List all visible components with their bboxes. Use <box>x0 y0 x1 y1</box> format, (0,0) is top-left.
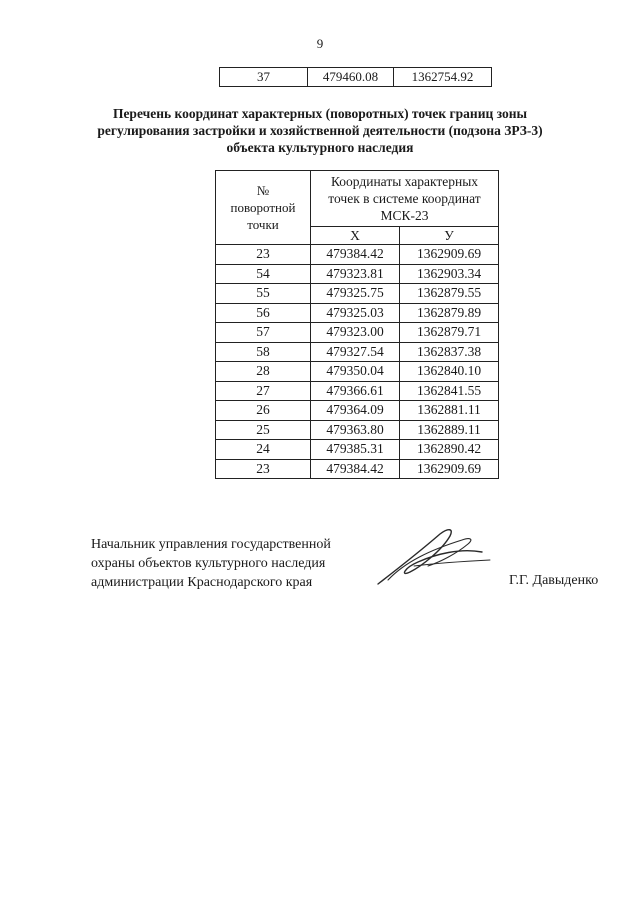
point-number-cell: 37 <box>220 68 308 87</box>
point-number-cell: 55 <box>216 284 311 304</box>
point-number-cell: 26 <box>216 401 311 421</box>
signer-position-line: Начальник управления государственной <box>91 537 331 552</box>
table-row <box>216 284 499 304</box>
x-coordinate-cell: 479350.04 <box>311 362 400 382</box>
table-row <box>216 245 499 265</box>
table-row <box>216 342 499 362</box>
continuation-table <box>219 67 492 87</box>
table-header-row <box>216 171 499 227</box>
document-title <box>0 105 640 156</box>
y-coordinate-cell: 1362879.89 <box>400 303 499 323</box>
point-number-cell: 23 <box>216 245 311 265</box>
signer-position <box>91 535 331 592</box>
point-number-cell: 27 <box>216 381 311 401</box>
coordinates-table <box>215 170 499 479</box>
point-number-cell: 54 <box>216 264 311 284</box>
point-number-cell: 23 <box>216 459 311 479</box>
point-number-cell: 28 <box>216 362 311 382</box>
x-coordinate-cell: 479325.03 <box>311 303 400 323</box>
title-line: регулирования застройки и хозяйственной деятельности (подзона ЗРЗ-3) <box>97 123 543 138</box>
table-row <box>216 362 499 382</box>
table-row <box>220 68 492 87</box>
y-coordinate-cell: 1362879.55 <box>400 284 499 304</box>
table-row <box>216 440 499 460</box>
header-line: точки <box>247 217 279 232</box>
y-coordinate-cell: 1362840.10 <box>400 362 499 382</box>
signer-name: Г.Г. Давыденко <box>509 573 599 588</box>
signer-position-line: администрации Краснодарского края <box>91 575 313 590</box>
title-line: Перечень координат характерных (поворотных) точек границ зоны <box>112 106 528 121</box>
table-row <box>216 401 499 421</box>
header-line: точек в системе координат <box>328 191 481 206</box>
signer-position-line: охраны объектов культурного наследия <box>91 556 326 571</box>
y-coordinate-cell: 1362909.69 <box>400 245 499 265</box>
x-coordinate-cell: 479364.09 <box>311 401 400 421</box>
header-line: МСК-23 <box>380 208 429 223</box>
table-row <box>216 264 499 284</box>
x-coordinate-cell: 479384.42 <box>311 459 400 479</box>
point-number-cell: 24 <box>216 440 311 460</box>
y-coordinate-cell: 1362754.92 <box>394 68 492 87</box>
x-coordinate-cell: 479323.00 <box>311 323 400 343</box>
y-coordinate-cell: 1362881.11 <box>400 401 499 421</box>
point-number-cell: 25 <box>216 420 311 440</box>
table-row <box>216 323 499 343</box>
x-coordinate-cell: 479323.81 <box>311 264 400 284</box>
coordinates-header <box>311 171 499 227</box>
y-coordinate-cell: 1362909.69 <box>400 459 499 479</box>
y-axis-header: У <box>400 227 499 245</box>
table-row <box>216 420 499 440</box>
y-coordinate-cell: 1362879.71 <box>400 323 499 343</box>
table-row <box>216 303 499 323</box>
point-number-cell: 58 <box>216 342 311 362</box>
x-coordinate-cell: 479384.42 <box>311 245 400 265</box>
point-number-header <box>216 171 311 245</box>
header-line: поворотной <box>230 200 296 215</box>
header-line: Координаты характерных <box>330 174 479 189</box>
x-coordinate-cell: 479327.54 <box>311 342 400 362</box>
table-row <box>216 459 499 479</box>
title-line: объекта культурного наследия <box>226 140 414 155</box>
table-row <box>216 381 499 401</box>
x-coordinate-cell: 479460.08 <box>308 68 394 87</box>
page-number: 9 <box>316 36 324 51</box>
handwritten-signature <box>370 522 495 592</box>
y-coordinate-cell: 1362841.55 <box>400 381 499 401</box>
header-line: № <box>256 183 270 198</box>
y-coordinate-cell: 1362903.34 <box>400 264 499 284</box>
x-coordinate-cell: 479366.61 <box>311 381 400 401</box>
x-axis-header: Х <box>311 227 400 245</box>
x-coordinate-cell: 479385.31 <box>311 440 400 460</box>
x-coordinate-cell: 479325.75 <box>311 284 400 304</box>
point-number-cell: 57 <box>216 323 311 343</box>
y-coordinate-cell: 1362889.11 <box>400 420 499 440</box>
x-coordinate-cell: 479363.80 <box>311 420 400 440</box>
y-coordinate-cell: 1362837.38 <box>400 342 499 362</box>
point-number-cell: 56 <box>216 303 311 323</box>
y-coordinate-cell: 1362890.42 <box>400 440 499 460</box>
